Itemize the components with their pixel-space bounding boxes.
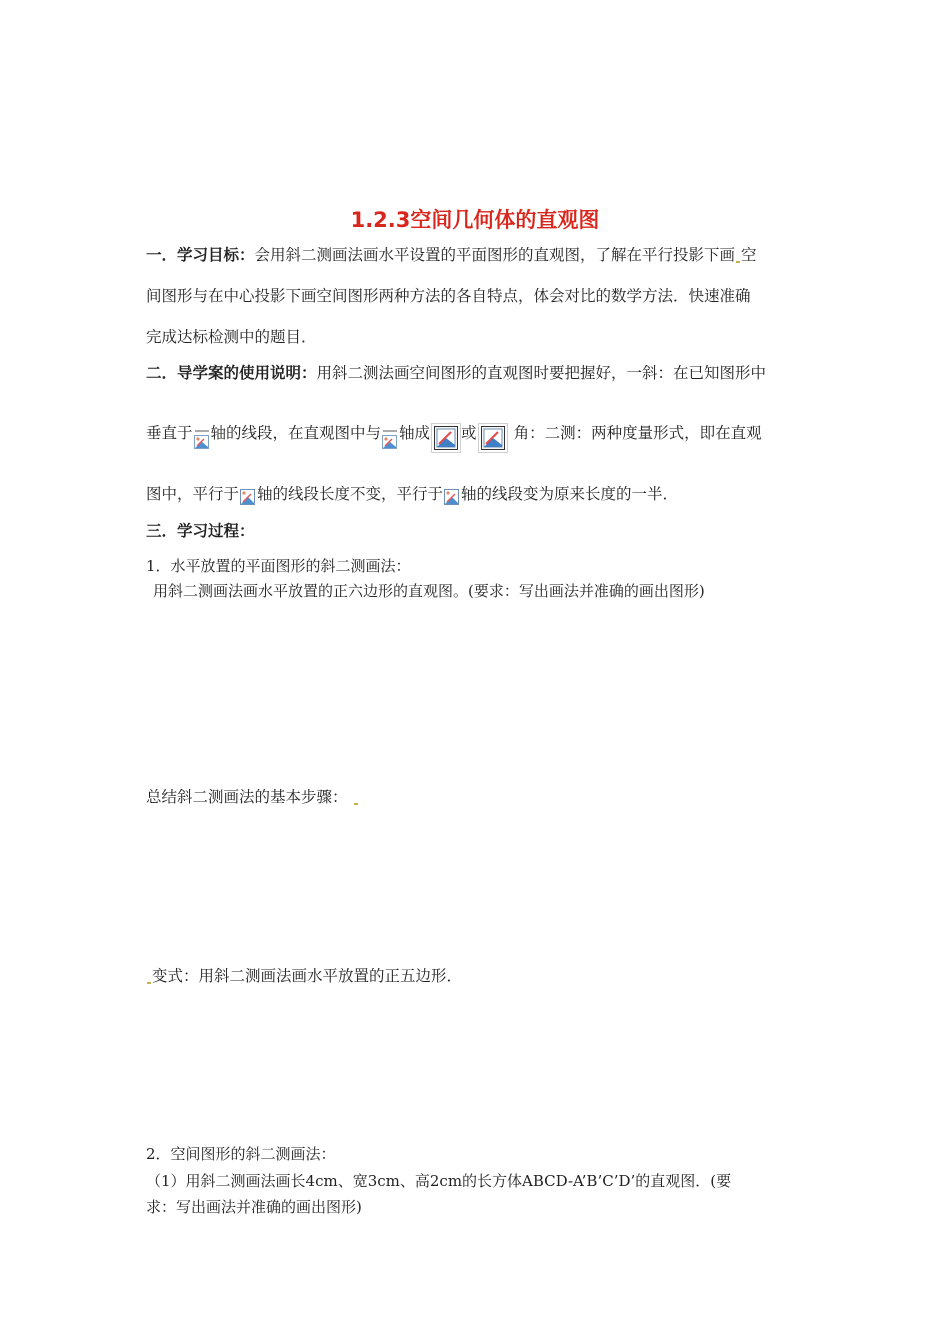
section2-line1: 二．导学案的使用说明：用斜二测法画空间图形的直观图时要把握好，一斜：在已知图形中 xyxy=(146,364,767,382)
section1-line3: 完成达标检测中的题目． xyxy=(146,328,317,346)
anchor-mark xyxy=(354,803,358,805)
item1-task: 用斜二测画法画水平放置的正六边形的直观图。(要求：写出画法并准确的画出图形) xyxy=(153,582,705,600)
item2-title: 2．空间图形的斜二测画法： xyxy=(146,1145,336,1163)
item2-task-line2: 求：写出画法并准确的画出图形) xyxy=(146,1198,362,1216)
broken-image-icon xyxy=(381,430,399,450)
section1-heading: 一．学习目标： xyxy=(146,246,255,264)
section2-heading: 二．导学案的使用说明： xyxy=(146,364,317,382)
section2-line3: 图中，平行于 轴的线段长度不变，平行于 轴的线段变为原来长度的一半． xyxy=(146,483,678,505)
picture-icon xyxy=(431,423,461,453)
anchor-mark xyxy=(147,982,151,984)
section1-line1: 一．学习目标：会用斜二测画法画水平设置的平面图形的直观图，了解在平行投影下画 空 xyxy=(146,246,757,264)
anchor-mark xyxy=(736,261,740,263)
summary-prompt: 总结斜二测画法的基本步骤： xyxy=(146,786,359,808)
section1-line2: 间图形与在中心投影下画空间图形两种方法的各自特点，体会对比的数学方法．快速准确 xyxy=(146,287,751,305)
section3-heading: 三．学习过程： xyxy=(146,522,255,540)
variant-prompt: 变式：用斜二测画法画水平放置的正五边形． xyxy=(146,965,462,987)
item1-title: 1．水平放置的平面图形的斜二测画法： xyxy=(146,557,411,575)
picture-icon xyxy=(239,487,257,507)
broken-image-icon xyxy=(193,430,211,450)
item2-task-line1: （1）用斜二测画法画长4cm、宽3cm、高2cm的长方体ABCD-A’B’C’D’的直观图．(要 xyxy=(146,1172,732,1190)
picture-icon xyxy=(443,487,461,507)
page-title: 1.2.3空间几何体的直观图 xyxy=(350,208,600,232)
picture-icon xyxy=(478,423,508,453)
section2-line2: 垂直于 轴的线段，在直观图中与 轴成 或 角：二测：两种度量形式，即在直观 xyxy=(146,419,762,449)
